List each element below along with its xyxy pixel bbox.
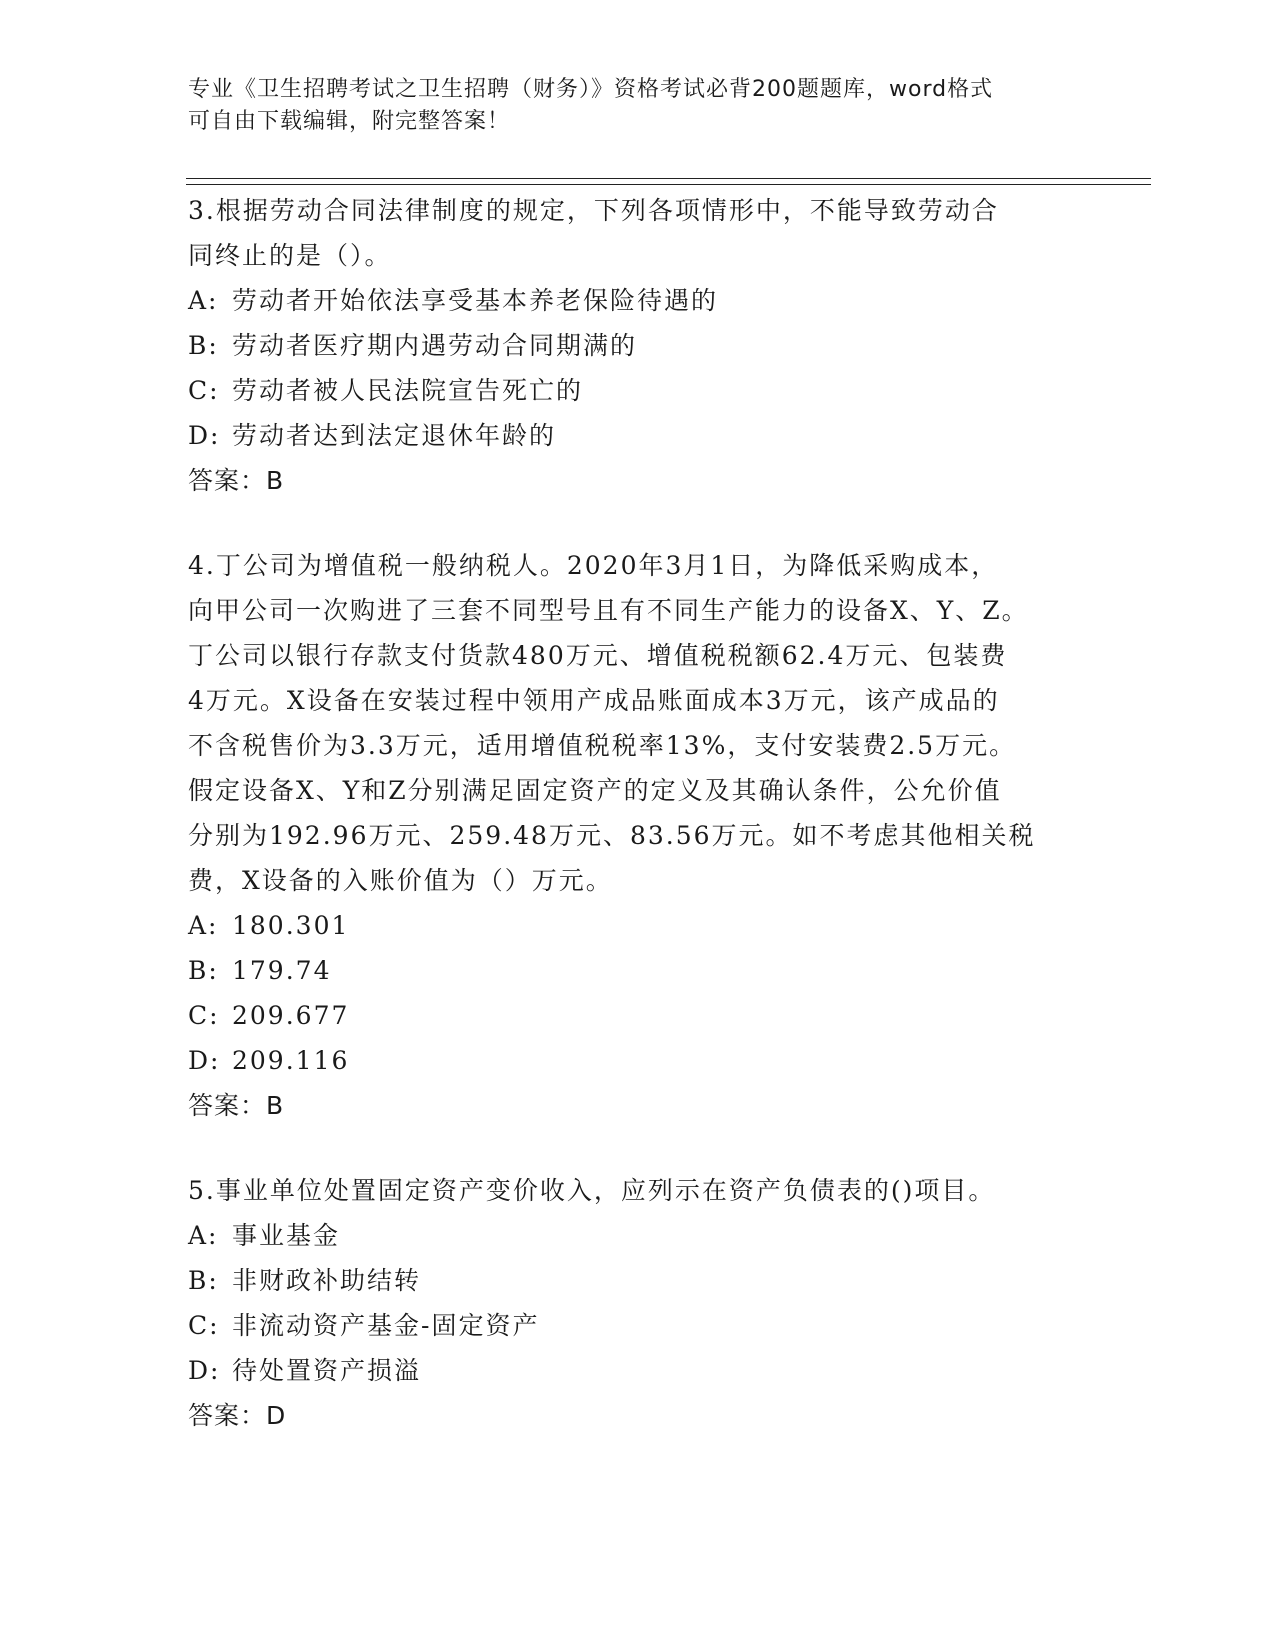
question-stem: [188, 188, 1088, 278]
answer-label: 答案：D: [188, 1401, 287, 1430]
question-stem: [188, 1168, 1088, 1213]
option-b: [188, 1258, 1088, 1303]
option-letter: D:: [188, 1046, 221, 1075]
option-c: [188, 993, 1088, 1038]
question-5: [188, 1168, 1088, 1438]
answer-label: 答案：B: [188, 1091, 285, 1120]
header-title-line-2: 可自由下载编辑，附完整答案！: [188, 109, 511, 134]
option-c: [188, 1303, 1088, 1348]
option-letter: C:: [188, 1311, 220, 1340]
option-text: 劳动者医疗期内遇劳动合同期满的: [232, 331, 638, 360]
option-letter: B:: [188, 331, 219, 360]
option-letter: B:: [188, 1266, 219, 1295]
option-text: 待处置资产损溢: [232, 1356, 422, 1385]
question-stem-line: 丁公司以银行存款支付货款480万元、增值税税额62.4万元、包装费: [188, 641, 1008, 670]
option-letter: D:: [188, 421, 221, 450]
option-text: 209.116: [232, 1046, 350, 1075]
question-3: [188, 188, 1088, 503]
option-text: 179.74: [232, 956, 332, 985]
option-letter: A:: [188, 911, 219, 940]
question-stem-line: 3.根据劳动合同法律制度的规定，下列各项情形中，不能导致劳动合: [188, 196, 999, 225]
header-title-line-1: 专业《卫生招聘考试之卫生招聘（财务）》资格考试必背200题题库，word格式: [188, 77, 994, 102]
option-text: 劳动者开始依法享受基本养老保险待遇的: [232, 286, 719, 315]
question-stem-line: 4万元。X设备在安装过程中领用产成品账面成本3万元，该产成品的: [188, 686, 1000, 715]
option-letter: B:: [188, 956, 219, 985]
option-b: [188, 323, 1088, 368]
option-a: [188, 278, 1088, 323]
question-stem-line: 费，X设备的入账价值为（）万元。: [188, 866, 613, 895]
option-d: [188, 413, 1088, 458]
question-stem-line: 分别为192.96万元、259.48万元、83.56万元。如不考虑其他相关税: [188, 821, 1036, 850]
question-stem-line: 向甲公司一次购进了三套不同型号且有不同生产能力的设备X、Y、Z。: [188, 596, 1029, 625]
question-stem-line: 5.事业单位处置固定资产变价收入，应列示在资产负债表的()项目。: [188, 1176, 996, 1205]
question-4: [188, 543, 1088, 1128]
option-text: 劳动者被人民法院宣告死亡的: [232, 376, 584, 405]
option-letter: C:: [188, 376, 220, 405]
option-letter: C:: [188, 1001, 220, 1030]
option-text: 劳动者达到法定退休年龄的: [232, 421, 557, 450]
option-text: 事业基金: [232, 1221, 341, 1250]
document-header: [188, 74, 1088, 138]
option-a: [188, 903, 1088, 948]
option-text: 209.677: [232, 1001, 350, 1030]
option-c: [188, 368, 1088, 413]
option-a: [188, 1213, 1088, 1258]
option-d: [188, 1348, 1088, 1393]
option-d: [188, 1038, 1088, 1083]
option-text: 非财政补助结转: [232, 1266, 422, 1295]
answer-label: 答案：B: [188, 466, 285, 495]
question-stem-line: 假定设备X、Y和Z分别满足固定资产的定义及其确认条件，公允价值: [188, 776, 1002, 805]
option-b: [188, 948, 1088, 993]
question-list: [188, 188, 1088, 1478]
option-letter: D:: [188, 1356, 221, 1385]
header-divider: [186, 178, 1151, 185]
question-stem-line: 同终止的是（）。: [188, 241, 392, 270]
question-stem-line: 4.丁公司为增值税一般纳税人。2020年3月1日，为降低采购成本，: [188, 551, 999, 580]
option-letter: A:: [188, 286, 219, 315]
question-stem: [188, 543, 1088, 903]
option-letter: A:: [188, 1221, 219, 1250]
option-text: 非流动资产基金-固定资产: [232, 1311, 540, 1340]
question-stem-line: 不含税售价为3.3万元，适用增值税税率13%，支付安装费2.5万元。: [188, 731, 1017, 760]
option-text: 180.301: [232, 911, 350, 940]
